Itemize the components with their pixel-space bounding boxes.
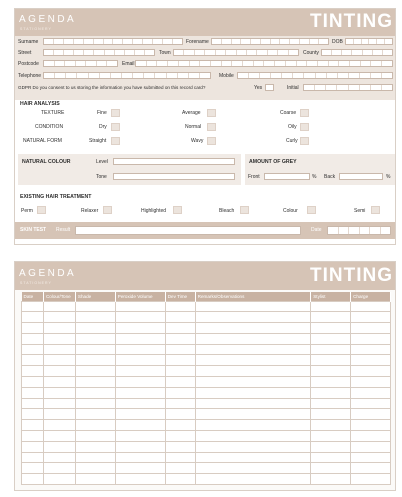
treatment-semi-label: Semi — [354, 208, 366, 214]
table-cell[interactable] — [43, 463, 75, 474]
back-card-title: TINTING — [310, 265, 393, 286]
table-cell[interactable] — [115, 420, 165, 431]
grey-back-label: Back — [324, 174, 336, 180]
county-label: County — [303, 50, 319, 56]
table-cell[interactable] — [22, 398, 44, 409]
table-cell[interactable] — [75, 431, 115, 442]
table-cell[interactable] — [351, 420, 391, 431]
table-cell[interactable] — [115, 398, 165, 409]
col-colour-tone: Colour/Tone — [43, 292, 75, 301]
table-row — [22, 323, 391, 334]
table-cell[interactable] — [351, 398, 391, 409]
texture-average-label: Average — [182, 110, 201, 116]
table-cell[interactable] — [351, 344, 391, 355]
condition-dry-checkbox[interactable] — [111, 123, 120, 131]
table-cell[interactable] — [22, 474, 44, 485]
table-cell[interactable] — [75, 420, 115, 431]
table-cell[interactable] — [115, 387, 165, 398]
condition-normal-checkbox[interactable] — [207, 123, 216, 131]
table-cell[interactable] — [195, 344, 311, 355]
treatment-history-table — [21, 292, 391, 485]
table-row — [22, 463, 391, 474]
form-curly-checkbox[interactable] — [300, 137, 309, 145]
table-cell[interactable] — [311, 344, 351, 355]
table-cell[interactable] — [75, 333, 115, 344]
form-wavy-label: Wavy — [191, 138, 204, 144]
level-field[interactable] — [113, 158, 235, 165]
form-wavy-checkbox[interactable] — [207, 137, 216, 145]
table-cell[interactable] — [115, 463, 165, 474]
table-cell[interactable] — [311, 355, 351, 366]
table-cell[interactable] — [165, 398, 195, 409]
condition-dry-label: Dry — [99, 124, 107, 130]
treatment-relaxer-checkbox[interactable] — [103, 206, 112, 214]
table-cell[interactable] — [115, 441, 165, 452]
table-cell[interactable] — [75, 441, 115, 452]
email-field[interactable] — [135, 60, 393, 67]
back-record-card — [14, 261, 396, 491]
table-cell[interactable] — [22, 355, 44, 366]
treatment-perm-checkbox[interactable] — [37, 206, 46, 214]
table-cell[interactable] — [43, 366, 75, 377]
gdpr-question: GDPR Do you consent to us storing the information you have submitted on this record card? — [18, 85, 206, 90]
table-cell[interactable] — [75, 301, 115, 312]
treatment-highlighted-checkbox[interactable] — [173, 206, 182, 214]
condition-normal-label: Normal — [185, 124, 202, 130]
table-cell[interactable] — [165, 312, 195, 323]
table-cell[interactable] — [22, 333, 44, 344]
col-remarks: Remarks/Observations — [195, 292, 311, 301]
county-field[interactable] — [321, 49, 393, 56]
table-cell[interactable] — [351, 366, 391, 377]
table-cell[interactable] — [115, 312, 165, 323]
table-cell[interactable] — [75, 355, 115, 366]
table-cell[interactable] — [43, 474, 75, 485]
table-cell[interactable] — [22, 301, 44, 312]
treatment-colour-label: Colour — [283, 208, 298, 214]
table-row — [22, 366, 391, 377]
forename-field[interactable] — [211, 38, 329, 45]
table-cell[interactable] — [195, 323, 311, 334]
table-cell[interactable] — [22, 366, 44, 377]
table-cell[interactable] — [43, 312, 75, 323]
table-cell[interactable] — [43, 377, 75, 388]
table-cell[interactable] — [351, 409, 391, 420]
table-cell[interactable] — [115, 333, 165, 344]
table-row — [22, 420, 391, 431]
postcode-label: Postcode — [18, 61, 39, 67]
table-cell[interactable] — [75, 452, 115, 463]
table-cell[interactable] — [195, 377, 311, 388]
table-cell[interactable] — [43, 355, 75, 366]
table-cell[interactable] — [311, 431, 351, 442]
col-date: Date — [22, 292, 44, 301]
col-shade: Shade — [75, 292, 115, 301]
table-cell[interactable] — [351, 431, 391, 442]
table-cell[interactable] — [22, 387, 44, 398]
table-cell[interactable] — [195, 398, 311, 409]
table-cell[interactable] — [115, 377, 165, 388]
natural-colour-heading: NATURAL COLOUR — [22, 159, 71, 165]
condition-oily-checkbox[interactable] — [300, 123, 309, 131]
table-cell[interactable] — [351, 333, 391, 344]
texture-fine-label: Fine — [97, 110, 107, 116]
table-row — [22, 312, 391, 323]
tone-field[interactable] — [113, 173, 235, 180]
skin-test-result-label: Result — [56, 227, 71, 233]
table-cell[interactable] — [115, 344, 165, 355]
table-cell[interactable] — [165, 366, 195, 377]
table-cell[interactable] — [311, 409, 351, 420]
texture-fine-checkbox[interactable] — [111, 109, 120, 117]
dob-field[interactable] — [345, 38, 393, 45]
table-cell[interactable] — [351, 387, 391, 398]
level-label: Level — [96, 159, 108, 165]
back-brand-sub: STATIONERY — [20, 281, 52, 285]
table-cell[interactable] — [165, 474, 195, 485]
table-cell[interactable] — [115, 366, 165, 377]
table-cell[interactable] — [311, 463, 351, 474]
mobile-field[interactable] — [237, 72, 393, 79]
table-cell[interactable] — [75, 323, 115, 334]
table-cell[interactable] — [115, 355, 165, 366]
table-cell[interactable] — [165, 441, 195, 452]
table-cell[interactable] — [22, 463, 44, 474]
table-cell[interactable] — [311, 474, 351, 485]
treatment-colour-checkbox[interactable] — [307, 206, 316, 214]
table-cell[interactable] — [22, 409, 44, 420]
table-cell[interactable] — [311, 452, 351, 463]
table-row — [22, 333, 391, 344]
table-row — [22, 377, 391, 388]
table-cell[interactable] — [115, 323, 165, 334]
table-cell[interactable] — [165, 431, 195, 442]
table-cell[interactable] — [351, 355, 391, 366]
dob-label: DOB — [332, 39, 343, 45]
table-cell[interactable] — [75, 344, 115, 355]
texture-average-checkbox[interactable] — [207, 109, 216, 117]
table-cell[interactable] — [311, 441, 351, 452]
table-cell[interactable] — [22, 344, 44, 355]
street-label: Street — [18, 50, 32, 56]
table-row — [22, 431, 391, 442]
table-cell[interactable] — [195, 333, 311, 344]
table-cell[interactable] — [351, 474, 391, 485]
table-cell[interactable] — [351, 452, 391, 463]
texture-label: TEXTURE — [41, 110, 65, 116]
treatment-relaxer-label: Relaxer — [81, 208, 99, 214]
street-field[interactable] — [43, 49, 155, 56]
table-cell[interactable] — [22, 377, 44, 388]
table-cell[interactable] — [165, 452, 195, 463]
table-cell[interactable] — [43, 398, 75, 409]
table-cell[interactable] — [22, 431, 44, 442]
table-cell[interactable] — [311, 333, 351, 344]
form-straight-checkbox[interactable] — [111, 137, 120, 145]
table-cell[interactable] — [311, 366, 351, 377]
existing-treatment-heading: EXISTING HAIR TREATMENT — [20, 194, 92, 200]
table-cell[interactable] — [43, 323, 75, 334]
table-cell[interactable] — [195, 474, 311, 485]
texture-coarse-label: Coarse — [280, 110, 297, 116]
front-brand-sub: STATIONERY — [20, 27, 52, 31]
town-field[interactable] — [173, 49, 299, 56]
table-cell[interactable] — [75, 409, 115, 420]
table-cell[interactable] — [43, 387, 75, 398]
postcode-field[interactable] — [43, 60, 118, 67]
table-cell[interactable] — [195, 452, 311, 463]
table-cell[interactable] — [351, 377, 391, 388]
table-header-row — [22, 292, 391, 301]
grey-back-field[interactable] — [339, 173, 383, 180]
table-cell[interactable] — [195, 312, 311, 323]
table-cell[interactable] — [22, 441, 44, 452]
forename-label: Forename — [186, 39, 209, 45]
table-cell[interactable] — [195, 463, 311, 474]
gdpr-yes-checkbox[interactable] — [265, 84, 274, 91]
table-cell[interactable] — [165, 333, 195, 344]
email-label: Email — [122, 61, 135, 67]
form-straight-label: Straight — [89, 138, 107, 144]
grey-front-field[interactable] — [264, 173, 310, 180]
skin-test-label: SKIN TEST — [20, 227, 47, 233]
table-cell[interactable] — [115, 431, 165, 442]
table-cell[interactable] — [351, 463, 391, 474]
skin-test-date-label: Date — [311, 227, 322, 233]
table-cell[interactable] — [195, 301, 311, 312]
texture-coarse-checkbox[interactable] — [300, 109, 309, 117]
form-curly-label: Curly — [286, 138, 298, 144]
table-row — [22, 409, 391, 420]
telephone-label: Telephone — [18, 73, 42, 79]
condition-oily-label: Oily — [288, 124, 297, 130]
grey-back-percent: % — [386, 174, 391, 180]
table-cell[interactable] — [165, 377, 195, 388]
table-row — [22, 398, 391, 409]
table-cell[interactable] — [351, 323, 391, 334]
table-body — [22, 301, 391, 485]
table-cell[interactable] — [311, 420, 351, 431]
telephone-field[interactable] — [43, 72, 211, 79]
table-cell[interactable] — [195, 431, 311, 442]
table-cell[interactable] — [311, 398, 351, 409]
treatment-perm-label: Perm — [21, 208, 33, 214]
table-cell[interactable] — [43, 344, 75, 355]
table-cell[interactable] — [311, 387, 351, 398]
table-cell[interactable] — [22, 420, 44, 431]
col-charge: Charge — [351, 292, 391, 301]
table-cell[interactable] — [165, 323, 195, 334]
table-cell[interactable] — [165, 409, 195, 420]
table-row — [22, 344, 391, 355]
surname-field[interactable] — [43, 38, 183, 45]
grey-front-percent: % — [312, 174, 317, 180]
table-cell[interactable] — [165, 387, 195, 398]
table-cell[interactable] — [195, 420, 311, 431]
hair-analysis-heading: HAIR ANALYSIS — [20, 101, 60, 107]
treatment-bleach-label: Bleach — [219, 208, 235, 214]
table-cell[interactable] — [43, 431, 75, 442]
table-cell[interactable] — [115, 301, 165, 312]
table-row — [22, 355, 391, 366]
table-cell[interactable] — [195, 387, 311, 398]
front-record-card — [14, 8, 396, 245]
table-cell[interactable] — [195, 355, 311, 366]
table-cell[interactable] — [351, 441, 391, 452]
table-cell[interactable] — [165, 355, 195, 366]
table-cell[interactable] — [165, 301, 195, 312]
skin-test-band — [15, 222, 395, 239]
skin-test-result-field[interactable] — [75, 226, 301, 235]
mobile-label: Mobile — [219, 73, 234, 79]
table-cell[interactable] — [311, 323, 351, 334]
gdpr-initial-label: Initial — [287, 85, 299, 91]
table-row — [22, 301, 391, 312]
table-cell[interactable] — [195, 366, 311, 377]
table-cell[interactable] — [115, 452, 165, 463]
town-label: Town — [159, 50, 171, 56]
table-cell[interactable] — [43, 441, 75, 452]
table-cell[interactable] — [311, 301, 351, 312]
table-row — [22, 387, 391, 398]
gdpr-yes-label: Yes — [254, 85, 263, 91]
col-peroxide-volume: Peroxide Volume — [115, 292, 165, 301]
table-cell[interactable] — [165, 344, 195, 355]
table-cell[interactable] — [165, 463, 195, 474]
table-cell[interactable] — [22, 452, 44, 463]
condition-label: CONDITION — [35, 124, 64, 130]
treatment-highlighted-label: Highlighted — [141, 208, 167, 214]
table-cell[interactable] — [195, 409, 311, 420]
front-brand-logo: AGENDA — [19, 14, 77, 25]
table-cell[interactable] — [311, 312, 351, 323]
tone-label: Tone — [96, 174, 107, 180]
col-dev-time: Dev Time — [165, 292, 195, 301]
table-cell[interactable] — [43, 301, 75, 312]
table-cell[interactable] — [351, 301, 391, 312]
table-cell[interactable] — [115, 474, 165, 485]
table-row — [22, 441, 391, 452]
skin-test-date-field[interactable] — [327, 226, 391, 235]
table-cell[interactable] — [75, 377, 115, 388]
table-cell[interactable] — [43, 409, 75, 420]
table-row — [22, 452, 391, 463]
front-card-title: TINTING — [310, 11, 393, 32]
grey-front-label: Front — [248, 174, 260, 180]
table-cell[interactable] — [43, 420, 75, 431]
table-cell[interactable] — [43, 452, 75, 463]
col-stylist: Stylist — [311, 292, 351, 301]
table-cell[interactable] — [75, 366, 115, 377]
natural-form-label: NATURAL FORM — [23, 138, 62, 144]
amount-of-grey-heading: AMOUNT OF GREY — [249, 159, 297, 165]
table-cell[interactable] — [22, 312, 44, 323]
back-brand-logo: AGENDA — [19, 268, 77, 279]
table-cell[interactable] — [43, 333, 75, 344]
table-cell[interactable] — [115, 409, 165, 420]
treatment-bleach-checkbox[interactable] — [240, 206, 249, 214]
treatment-semi-checkbox[interactable] — [371, 206, 380, 214]
surname-label: Surname — [18, 39, 39, 45]
table-cell[interactable] — [75, 387, 115, 398]
table-cell[interactable] — [75, 398, 115, 409]
table-cell[interactable] — [75, 474, 115, 485]
table-row — [22, 474, 391, 485]
table-cell[interactable] — [75, 463, 115, 474]
table-cell[interactable] — [195, 441, 311, 452]
table-cell[interactable] — [165, 420, 195, 431]
table-cell[interactable] — [351, 312, 391, 323]
table-cell[interactable] — [75, 312, 115, 323]
gdpr-initial-field[interactable] — [303, 84, 393, 91]
table-cell[interactable] — [311, 377, 351, 388]
table-cell[interactable] — [22, 323, 44, 334]
